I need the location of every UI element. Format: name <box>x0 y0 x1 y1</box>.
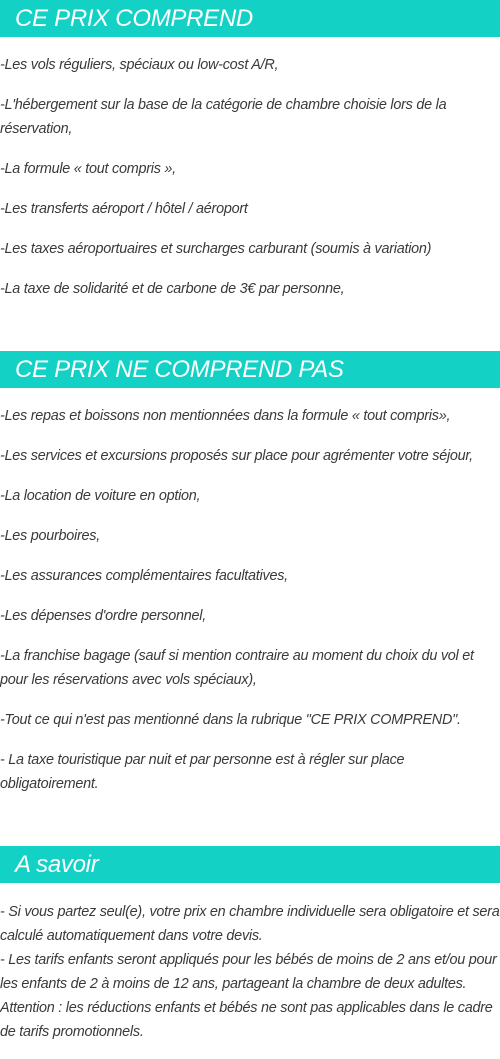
excluded-heading: CE PRIX NE COMPREND PAS <box>0 351 500 388</box>
included-item: -La taxe de solidarité et de carbone de 3€ par personne, <box>0 281 345 297</box>
excluded-item: -La location de voiture en option, <box>0 488 201 504</box>
included-list <box>0 37 500 301</box>
excluded-item: - La taxe touristique par nuit et par personne est à régler sur place obligatoirement. <box>0 752 405 792</box>
excluded-item: -Les dépenses d'ordre personnel, <box>0 608 206 624</box>
info-section <box>0 846 500 1044</box>
included-item: -Les taxes aéroportuaires et surcharges carburant (soumis à variation) <box>0 241 432 257</box>
excluded-item: -Les assurances complémentaires facultatives, <box>0 568 288 584</box>
excluded-section <box>0 351 500 812</box>
included-item: -Les vols réguliers, spéciaux ou low-cost A/R, <box>0 57 279 73</box>
info-list <box>0 883 500 1044</box>
included-item: -La formule « tout compris », <box>0 161 176 177</box>
included-item: -L'hébergement sur la base de la catégorie de chambre choisie lors de la réservation, <box>0 97 447 137</box>
excluded-item: -Les pourboires, <box>0 528 100 544</box>
info-heading: A savoir <box>0 846 500 883</box>
included-section <box>0 0 500 317</box>
excluded-item: -Les services et excursions proposés sur place pour agrémenter votre séjour, <box>0 448 473 464</box>
included-item: -Les transferts aéroport / hôtel / aéroport <box>0 201 248 217</box>
excluded-item: -Tout ce qui n'est pas mentionné dans la rubrique "CE PRIX COMPREND". <box>0 712 461 728</box>
info-item: - Les tarifs enfants seront appliqués pour les bébés de moins de 2 ans et/ou pour les enfants de 2 à moins de 12 ans, partageant la chambre de deux adultes. <box>0 952 497 992</box>
excluded-list <box>0 388 500 796</box>
included-heading: CE PRIX COMPREND <box>0 0 500 37</box>
excluded-item: -Les repas et boissons non mentionnées dans la formule « tout compris», <box>0 408 451 424</box>
info-item: Attention : les réductions enfants et bébés ne sont pas applicables dans le cadre de tarifs promotionnels. <box>0 1000 493 1040</box>
info-item: - Si vous partez seul(e), votre prix en chambre individuelle sera obligatoire et sera calculé automatiquement dans votre devis. <box>0 904 500 944</box>
excluded-item: -La franchise bagage (sauf si mention contraire au moment du choix du vol et pour les réservations avec vols spéciaux), <box>0 648 474 688</box>
